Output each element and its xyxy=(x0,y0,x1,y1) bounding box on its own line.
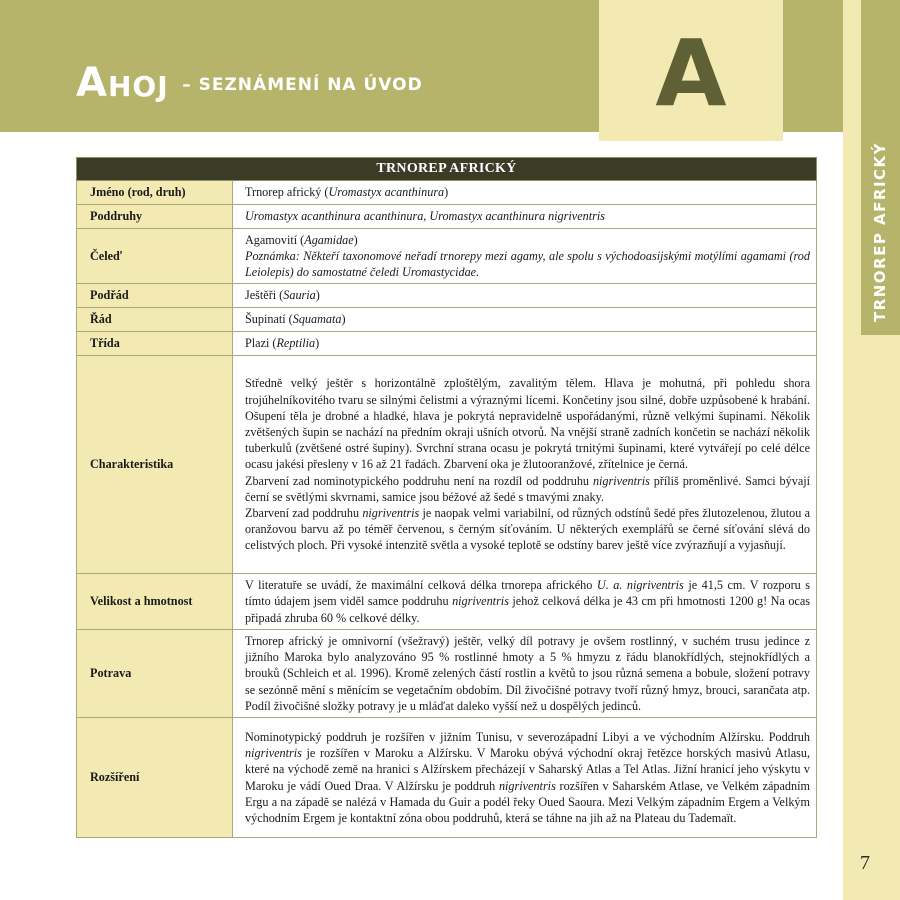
table-row xyxy=(77,718,817,838)
table-row xyxy=(77,205,817,229)
row-value: Ještěři (Sauria) xyxy=(233,284,817,308)
row-label: Rozšíření xyxy=(77,718,233,838)
page-subtitle: SEZNÁMENÍ NA ÚVOD xyxy=(198,75,423,95)
page-title-dash: – xyxy=(182,75,192,95)
row-value: V literatuře se uvádí, že maximální celková délka trnorepa afrického U. a. nigriventris je 41,5 cm. V rozporu s tímto údajem jsem viděl samce poddruhu nigriventris jehož celková délka je 43 cm při hmotnosti 1200 g! Na ocas připadá zhruba 60 % celkové délky. xyxy=(233,574,817,630)
row-label: Podřád xyxy=(77,284,233,308)
table-row xyxy=(77,574,817,630)
row-value: Trnorep africký je omnivorní (všežravý) ještěr, velký díl potravy je ovšem rostlinný, v suchém trusu jedince z jižního Maroka bylo analyzováno 95 % rostlinné hmoty a 5 % hmyzu z řádu blanokřídlých, stejnokřídlých a brouků (Schleich et al. 1996). Kromě zelených částí rostlin a květů to jsou různá semena a bobule, složení potravy se sezónně mění s měnícím se vegetačním obdobím. Díl živočišné potravy tvoří různý hmyz, brouci, sarančata atp. Podíl živočišné složky potravy je u mláďat daleko vyšší než u dospělých jedinců. xyxy=(233,630,817,718)
page-title xyxy=(76,60,423,106)
row-label: Řád xyxy=(77,308,233,332)
row-label: Potrava xyxy=(77,630,233,718)
table-header-row xyxy=(77,158,817,181)
row-value: Šupinatí (Squamata) xyxy=(233,308,817,332)
row-label: Velikost a hmotnost xyxy=(77,574,233,630)
row-label: Poddruhy xyxy=(77,205,233,229)
row-value: Trnorep africký (Uromastyx acanthinura) xyxy=(233,181,817,205)
row-value: Středně velký ještěr s horizontálně zploštělým, zavalitým tělem. Hlava je mohutná, při pohledu shora trojúhelníkovitého tvaru se silnými čelistmi a výraznými lícemi. Končetiny jsou silné, dobře uzpůsobené k hrabání. Ošupení těla je drobné a hladké, hlava je pokrytá nepravidelně uspořádanými, různě velkými šupinami. Několik zvětšených šupin se nachází na předním okraji ušních otvorů. Na vnější straně zadních končetin se nachází několik tuberkulů (zvětšené ostré šupiny). Svrchní strana ocasu je pokrytá trnitými šupinami, které vytvářejí po celé délce ocasu jakési přesleny v 16 až 21 řadách. Zbarvení oka je žlutooranžové, zřítelnice je černá. Zbarvení zad nominotypického poddruhu není na rozdíl od poddruhu nigriventris příliš proměnlivé. Samci bývají černí se světlými skvrnami, samice jsou béžové až šedé s tmavými znaky. Zbarvení zad poddruhu nigriventris je naopak velmi variabilní, od různých odstínů šedé přes žlutozelenou, žlutou a oranžovou barvu až po téměř červenou, s černým síťováním. U některých exemplářů se černé síťování slévá do celistvých ploch. Při vysoké intenzitě světla a vysoké teplotě se odstíny barev ještě více zvýrazňují a vyjasňují. xyxy=(233,356,817,574)
taxonomy-note: Poznámka: Někteří taxonomové neřadí trnorepy mezi agamy, ale spolu s východoasijskými motýlími agamami (rod Leiolepis) do samostatné čeledi Uromastycidae. xyxy=(245,248,810,280)
page-number: 7 xyxy=(860,852,870,874)
row-label: Charakteristika xyxy=(77,356,233,574)
row-label: Třída xyxy=(77,332,233,356)
table-row xyxy=(77,630,817,718)
table-row xyxy=(77,332,817,356)
table-row xyxy=(77,181,817,205)
side-tab-label: TRNOREP AFRICKÝ xyxy=(871,141,889,323)
page-title-main: Ahoj xyxy=(76,60,169,106)
row-value: Uromastyx acanthinura acanthinura, Uromastyx acanthinura nigriventris xyxy=(233,205,817,229)
row-value: Plazi (Reptilia) xyxy=(233,332,817,356)
table-row xyxy=(77,284,817,308)
row-value: Agamovití (Agamidae) Poznámka: Někteří taxonomové neřadí trnorepy mezi agamy, ale spolu s východoasijskými motýlími agamami (rod Leiolepis) do samostatné čeledi Uromastycidae. xyxy=(233,229,817,284)
table-row xyxy=(77,356,817,574)
species-info-table xyxy=(76,157,817,838)
row-value: Nominotypický poddruh je rozšířen v jižním Tunisu, v severozápadní Libyi a ve východním Alžírsku. Poddruh nigriventris je rozšířen v Maroku a Alžírsku. V Maroku obývá východní okraj řetězce horských masivů Atlasu, které na východě země na hranici s Alžírskem přecházejí v Saharský Atlas a Tel Atlas. Jižní hranicí jeho výskytu v Maroku je vádí Oued Draa. V Alžírsku je poddruh nigriventris rozšířen v Saharském Atlase, ve Velkém západním Ergu a na západě se nalézá v Hamada du Guir a podél řeky Oued Saoura. Mezi Velkým západním Ergem a Velkým východním Ergem je kontaktní zóna obou poddruhů, která se táhne na jih až na Plateau du Tademaït. xyxy=(233,718,817,838)
table-row xyxy=(77,229,817,284)
table-row xyxy=(77,308,817,332)
chapter-letter: A xyxy=(655,20,727,127)
row-label: Jméno (rod, druh) xyxy=(77,181,233,205)
row-label: Čeleď xyxy=(77,229,233,284)
table-title: TRNOREP AFRICKÝ xyxy=(77,158,817,181)
chapter-letter-box xyxy=(599,0,783,141)
